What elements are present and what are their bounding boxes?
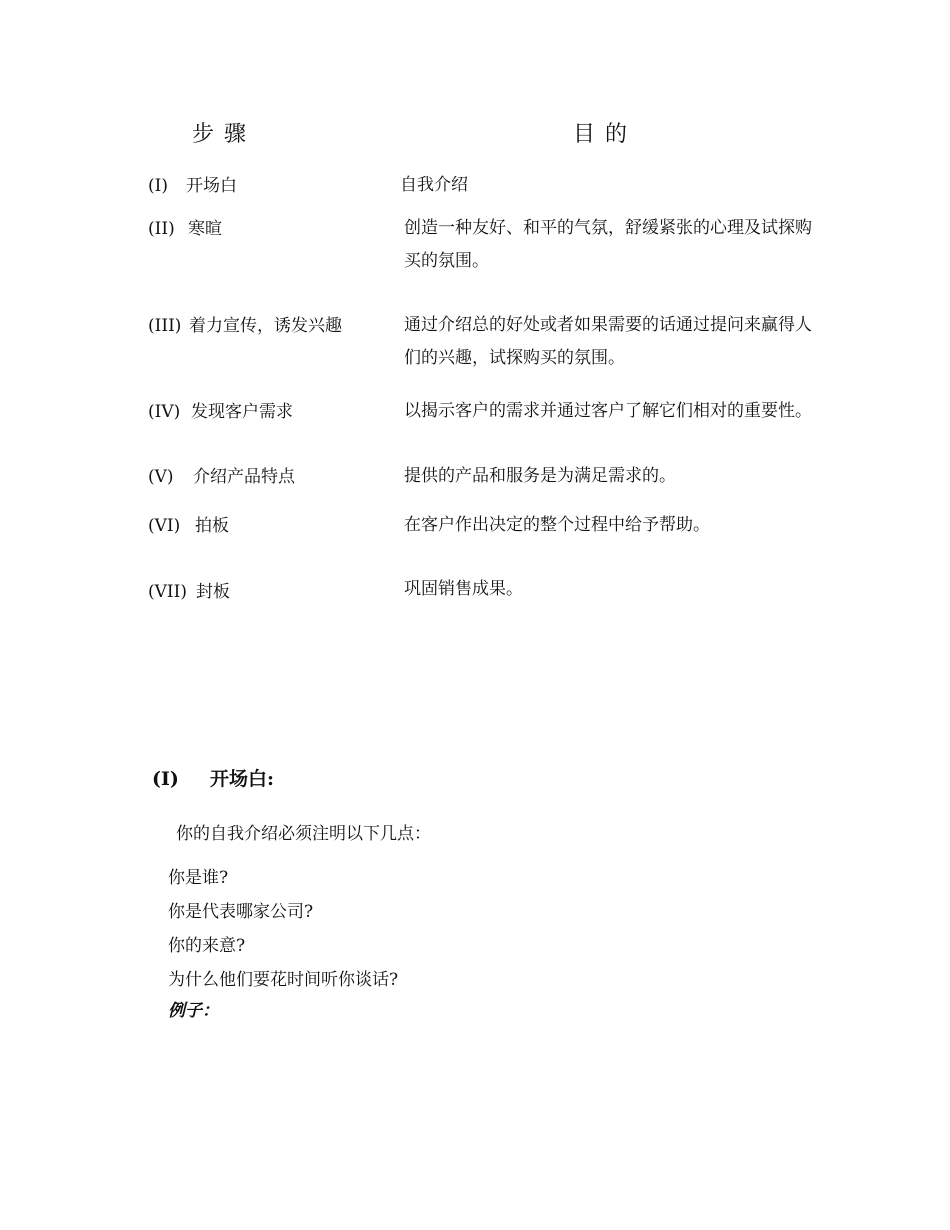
section-heading <box>152 765 274 793</box>
section-intro: 你的自我介绍必须注明以下几点： <box>176 824 431 844</box>
step-number: (VI) <box>148 516 181 536</box>
step-purpose: 提供的产品和服务是为满足需求的。 <box>404 466 676 486</box>
step-row-4 <box>148 400 293 424</box>
step-name: 封板 <box>196 582 230 602</box>
step-row-6 <box>148 514 229 538</box>
step-name: 寒暄 <box>188 219 222 239</box>
example-label: 例子： <box>168 1001 219 1021</box>
step-purpose: 自我介绍 <box>400 175 468 195</box>
step-row-2 <box>148 217 222 241</box>
step-number: (II) <box>148 219 175 239</box>
step-purpose: 巩固销售成果。 <box>404 579 523 599</box>
section-title: 开场白: <box>210 768 275 790</box>
step-name: 着力宣传，诱发兴趣 <box>189 316 342 336</box>
list-item: 你是谁? <box>168 868 229 888</box>
step-name: 发现客户需求 <box>191 402 293 422</box>
step-purpose: 以揭示客户的需求并通过客户了解它们相对的重要性。 <box>404 401 812 421</box>
list-item: 为什么他们要花时间听你谈话? <box>168 970 399 990</box>
step-number: (IV) <box>148 402 181 422</box>
step-number: (I) <box>148 176 168 196</box>
step-purpose: 通过介绍总的好处或者如果需要的话通过提问来赢得人们的兴趣，试探购买的氛围。 <box>404 315 812 368</box>
steps-column-header: 步骤 <box>192 122 257 147</box>
step-row-5 <box>148 465 295 489</box>
purpose-column-header: 目的 <box>573 122 638 147</box>
step-name: 拍板 <box>195 516 229 536</box>
list-item: 你是代表哪家公司? <box>168 902 314 922</box>
section-number: (I) <box>152 768 179 790</box>
step-number: (VII) <box>148 582 187 602</box>
list-item: 你的来意? <box>168 936 246 956</box>
step-name: 介绍产品特点 <box>193 467 295 487</box>
step-purpose: 创造一种友好、和平的气氛，舒缓紧张的心理及试探购买的氛围。 <box>404 218 812 271</box>
question-list <box>168 861 398 997</box>
step-purpose: 在客户作出决定的整个过程中给予帮助。 <box>404 515 710 535</box>
step-number: (V) <box>148 467 174 487</box>
step-row-3 <box>148 314 342 338</box>
step-row-1 <box>148 174 237 198</box>
step-row-7 <box>148 580 230 604</box>
step-number: (III) <box>148 316 182 336</box>
step-name: 开场白 <box>186 176 237 196</box>
